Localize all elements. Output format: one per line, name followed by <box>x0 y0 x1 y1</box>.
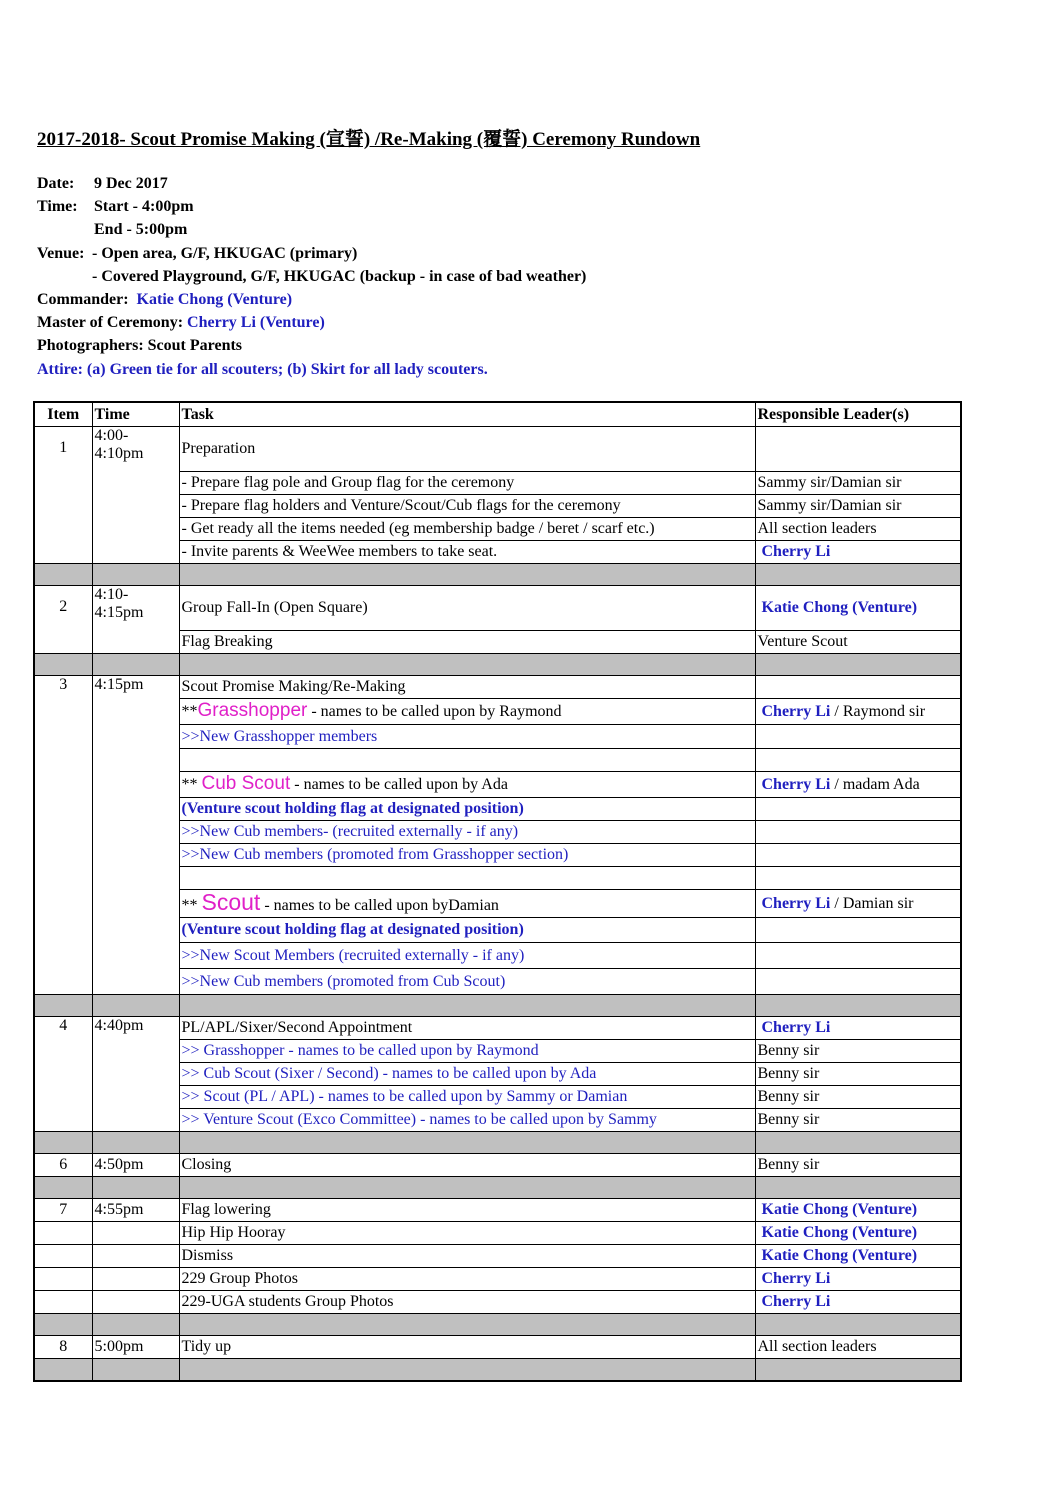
task-cell: >>New Cub members (promoted from Grasshopper section) <box>179 844 755 867</box>
separator-row <box>34 1359 961 1382</box>
task-cell: PL/APL/Sixer/Second Appointment <box>179 1017 755 1040</box>
table-row <box>34 1291 961 1314</box>
table-row <box>34 1222 961 1245</box>
item-cell: 4 <box>34 1017 92 1132</box>
leader-cell <box>755 427 961 472</box>
rundown-table <box>33 401 962 1382</box>
time-label: Time: <box>37 198 78 216</box>
task-cell: >> Cub Scout (Sixer / Second) - names to be called upon by Ada <box>179 1063 755 1086</box>
attire-value: (a) Green tie for all scouters; (b) Skirt for all lady scouters. <box>86 360 488 378</box>
leader-cell: Sammy sir/Damian sir <box>755 472 961 495</box>
leader-cell: Cherry Li <box>755 1017 961 1040</box>
separator-row <box>34 1314 961 1336</box>
leader-cell <box>755 844 961 867</box>
mc-line <box>37 311 586 334</box>
table-row <box>34 1336 961 1359</box>
item-cell: 7 <box>34 1199 92 1222</box>
leader-cell: Katie Chong (Venture) <box>755 586 961 631</box>
scout-rest: - names to be called upon byDamian <box>260 896 499 914</box>
separator-row <box>34 1177 961 1199</box>
leader-cell: Benny sir <box>755 1040 961 1063</box>
task-cell: Flag lowering <box>179 1199 755 1222</box>
item-cell: 1 <box>34 427 92 564</box>
task-cell: Hip Hip Hooray <box>179 1222 755 1245</box>
leader-blue: Cherry Li <box>761 702 831 720</box>
venue-backup-line <box>37 265 586 288</box>
grasshopper-rest: - names to be called upon by Raymond <box>307 703 562 720</box>
table-row <box>34 1245 961 1268</box>
attire-line <box>37 358 586 381</box>
task-cell: >> Scout (PL / APL) - names to be called upon by Sammy or Damian <box>179 1086 755 1109</box>
task-cell: >>New Grasshopper members <box>179 725 755 749</box>
table-row <box>34 1268 961 1291</box>
leader-cell <box>755 943 961 969</box>
cub-prefix: ** <box>181 776 202 793</box>
leader-cell <box>755 772 961 798</box>
date-line <box>37 172 586 195</box>
task-cell: >>New Cub members (promoted from Cub Scout) <box>179 969 755 995</box>
grasshopper-section-name: Grasshopper <box>197 700 308 721</box>
time-end: End - 5:00pm <box>94 221 188 239</box>
leader-blue: Cherry Li <box>761 775 831 793</box>
leader-cell <box>755 890 961 918</box>
leader-cell: Cherry Li <box>755 1268 961 1291</box>
venue-primary: - Open area, G/F, HKUGAC (primary) <box>92 244 358 262</box>
table-header-row <box>34 402 961 427</box>
leader-cell: Cherry Li <box>755 1291 961 1314</box>
table-row <box>34 586 961 631</box>
attire-label: Attire: <box>37 360 83 378</box>
scout-section-name: Scout <box>201 889 261 915</box>
task-cell: - Prepare flag pole and Group flag for the ceremony <box>179 472 755 495</box>
leader-cell: Benny sir <box>755 1086 961 1109</box>
date-label: Date: <box>37 175 75 192</box>
event-info <box>37 172 586 381</box>
task-cell: >> Grasshopper - names to be called upon by Raymond <box>179 1040 755 1063</box>
task-cell: (Venture scout holding flag at designated position) <box>179 798 755 821</box>
cub-section-name: Cub Scout <box>201 773 291 794</box>
table-row <box>34 676 961 699</box>
leader-rest: / Raymond sir <box>830 702 926 720</box>
leader-cell <box>755 918 961 943</box>
leader-cell: All section leaders <box>755 518 961 541</box>
leader-cell: Katie Chong (Venture) <box>755 1222 961 1245</box>
task-cell: - Invite parents & WeeWee members to take seat. <box>179 541 755 564</box>
venue-line <box>37 242 586 265</box>
header-time: Time <box>92 402 179 427</box>
task-cell: >>New Cub members- (recruited externally - if any) <box>179 821 755 844</box>
grasshopper-prefix: ** <box>181 703 198 720</box>
separator-row <box>34 654 961 676</box>
task-cell: 229-UGA students Group Photos <box>179 1291 755 1314</box>
time-end-line <box>37 218 586 241</box>
task-cell: Preparation <box>179 427 755 472</box>
leader-cell: Cherry Li <box>755 541 961 564</box>
table-row <box>34 1154 961 1177</box>
leader-cell: Venture Scout <box>755 631 961 654</box>
separator-row <box>34 995 961 1017</box>
task-cell-grasshopper <box>179 699 755 725</box>
task-cell: Dismiss <box>179 1245 755 1268</box>
commander-label: Commander: <box>37 290 129 308</box>
task-cell: >>New Scout Members (recruited externally - if any) <box>179 943 755 969</box>
separator-row <box>34 1132 961 1154</box>
commander-line <box>37 288 586 311</box>
table-row <box>34 1199 961 1222</box>
time-cell: 4:00- 4:10pm <box>92 427 179 564</box>
time-cell: 4:10- 4:15pm <box>92 586 179 654</box>
item-cell: 6 <box>34 1154 92 1177</box>
task-cell: - Prepare flag holders and Venture/Scout/Cub flags for the ceremony <box>179 495 755 518</box>
header-leader: Responsible Leader(s) <box>755 402 961 427</box>
separator-row <box>34 564 961 586</box>
leader-cell <box>755 699 961 725</box>
time-cell: 4:55pm <box>92 1199 179 1222</box>
header-item: Item <box>34 402 92 427</box>
leader-rest: / Damian sir <box>830 894 914 912</box>
time-cell: 5:00pm <box>92 1336 179 1359</box>
task-cell-scout <box>179 890 755 918</box>
task-cell: (Venture scout holding flag at designated position) <box>179 918 755 943</box>
item-cell: 2 <box>34 586 92 654</box>
leader-cell <box>755 969 961 995</box>
item-cell: 3 <box>34 676 92 995</box>
time-cell: 4:50pm <box>92 1154 179 1177</box>
leader-cell: Sammy sir/Damian sir <box>755 495 961 518</box>
leader-cell: Benny sir <box>755 1154 961 1177</box>
time-start: Start - 4:00pm <box>94 198 194 216</box>
leader-cell: Benny sir <box>755 1063 961 1086</box>
leader-cell: Katie Chong (Venture) <box>755 1199 961 1222</box>
task-cell: Closing <box>179 1154 755 1177</box>
time-cell: 4:15pm <box>92 676 179 995</box>
mc-label: Master of Ceremony: <box>37 314 184 332</box>
table-row <box>34 427 961 472</box>
header-task: Task <box>179 402 755 427</box>
time-cell: 4:40pm <box>92 1017 179 1132</box>
time-line <box>37 195 586 218</box>
task-cell: Flag Breaking <box>179 631 755 654</box>
photographers-line: Photographers: Scout Parents <box>37 337 243 355</box>
venue-backup: - Covered Playground, G/F, HKUGAC (backup - in case of bad weather) <box>92 267 587 285</box>
table-row <box>34 1017 961 1040</box>
commander-value: Katie Chong (Venture) <box>136 290 293 308</box>
scout-prefix: ** <box>181 896 202 914</box>
venue-label: Venue: <box>37 244 85 262</box>
leader-cell: Katie Chong (Venture) <box>755 1245 961 1268</box>
task-cell: Tidy up <box>179 1336 755 1359</box>
leader-cell <box>755 725 961 749</box>
task-cell: >> Venture Scout (Exco Committee) - names to be called upon by Sammy <box>179 1109 755 1132</box>
task-cell: - Get ready all the items needed (eg membership badge / beret / scarf etc.) <box>179 518 755 541</box>
task-cell: Group Fall-In (Open Square) <box>179 586 755 631</box>
date-value: 9 Dec 2017 <box>94 175 168 192</box>
cub-rest: - names to be called upon by Ada <box>290 776 508 793</box>
leader-cell <box>755 676 961 699</box>
task-cell: 229 Group Photos <box>179 1268 755 1291</box>
item-cell: 8 <box>34 1336 92 1359</box>
leader-cell: All section leaders <box>755 1336 961 1359</box>
leader-rest: / madam Ada <box>830 775 920 793</box>
leader-cell <box>755 821 961 844</box>
leader-cell <box>755 798 961 821</box>
document-title: 2017-2018- Scout Promise Making (宣誓) /Re-Making (覆誓) Ceremony Rundown <box>37 129 701 150</box>
mc-value: Cherry Li (Venture) <box>187 314 325 332</box>
task-cell: Scout Promise Making/Re-Making <box>179 676 755 699</box>
leader-cell: Benny sir <box>755 1109 961 1132</box>
leader-blue: Cherry Li <box>761 894 831 912</box>
task-cell-cub <box>179 772 755 798</box>
